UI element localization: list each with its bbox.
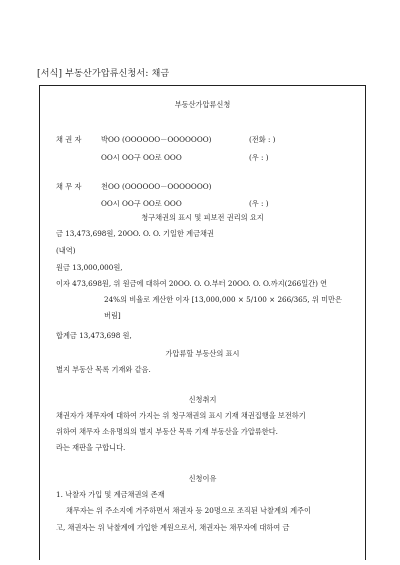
property-text: 별지 부동산 목록 기재와 같음. — [56, 365, 151, 374]
interest-line-2: 24%의 비율로 계산한 이자 [13,000,000 × 5/100 × 266/365, 위 미만은 — [104, 295, 342, 304]
purpose-line-3: 라는 재판을 구합니다. — [56, 443, 126, 452]
total-line: 합계금 13,473,698 원, — [56, 331, 132, 340]
creditor-label: 채 권 자 — [56, 135, 82, 144]
debtor-address: OO시 OO구 OO로 OOO — [101, 199, 182, 208]
form-caption: [서식] 부동산가압류신청서: 채금 — [37, 69, 170, 79]
creditor-address: OO시 OO구 OO로 OOO — [101, 153, 182, 162]
property-heading: 가압류할 부동산의 표시 — [165, 349, 240, 358]
claim-amount: 금 13,473,698원, 20OO. O. O. 기일한 계금채권 — [56, 229, 214, 238]
debtor-name: 천OO (OOOOOO－OOOOOOO) — [101, 182, 212, 191]
application-document — [39, 85, 366, 560]
purpose-line-2: 위하여 채무자 소유명의의 별지 부동산 목록 기재 부동산을 가압류한다. — [56, 427, 278, 436]
debtor-label: 채 무 자 — [56, 182, 82, 191]
reason-heading: 신청이유 — [188, 474, 217, 483]
creditor-phone: (전화 : ) — [249, 135, 276, 144]
purpose-line-1: 채권자가 채무자에 대하여 가지는 위 청구채권의 표시 기재 채권집행을 보전하기 — [56, 411, 306, 420]
principal-line: 원금 13,000,000원, — [56, 263, 123, 272]
claim-heading: 청구채권의 표시 및 피보전 권리의 요지 — [141, 213, 264, 222]
debtor-zip: (우 : ) — [249, 199, 269, 208]
reason-item-1: 1. 낙찰자 가입 및 계금채권의 존재 — [56, 490, 165, 499]
creditor-name: 박OO (OOOOOO－OOOOOOO) — [101, 135, 212, 144]
reason-line-2: 고, 채권자는 위 낙찰계에 가입한 계원으로서, 채권자는 채무자에 대하여 금 — [56, 523, 290, 532]
document-title: 부동산가압류신청 — [174, 100, 231, 109]
creditor-zip: (우 : ) — [249, 153, 269, 162]
interest-line-3: 버림] — [104, 311, 121, 320]
purpose-heading: 신청취지 — [188, 395, 217, 404]
reason-line-1: 채무자는 위 주소지에 거주하면서 채권자 등 20명으로 조직된 낙찰계의 계주이 — [66, 506, 311, 515]
breakdown-label: (내역) — [56, 246, 76, 255]
interest-line-1: 이자 473,698원, 위 원금에 대하여 20OO. O. O.부터 20OO. O. O.까지(266일간) 연 — [56, 279, 328, 288]
